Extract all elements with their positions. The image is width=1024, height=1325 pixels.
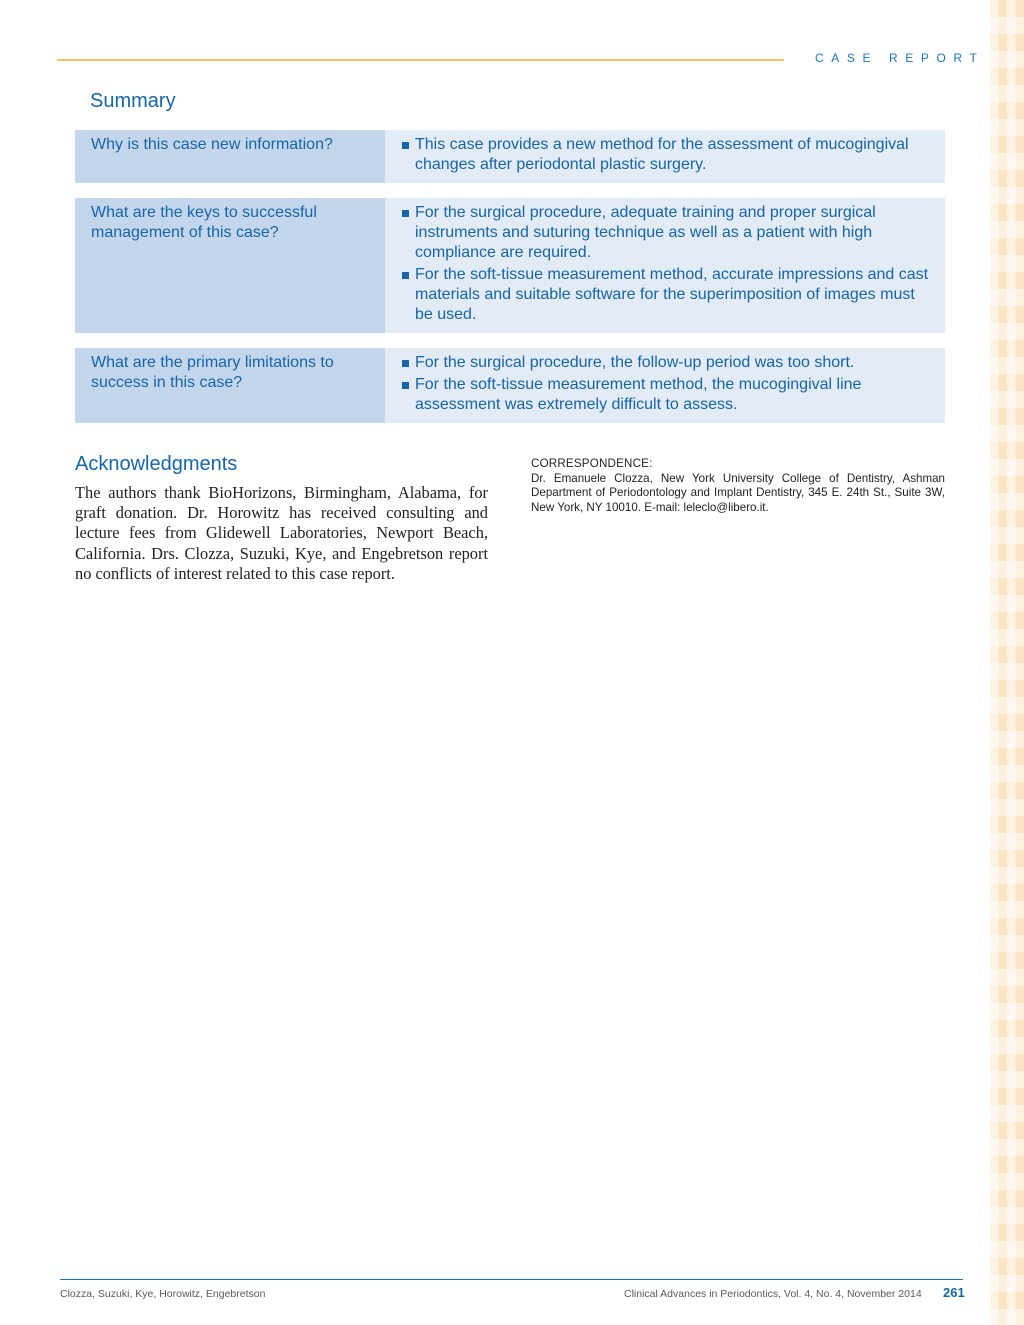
summary-question: What are the primary limitations to success in this case? xyxy=(75,348,385,423)
footer-rule xyxy=(60,1279,963,1280)
summary-answer xyxy=(385,198,945,333)
footer-authors: Clozza, Suzuki, Kye, Horowitz, Engebretson xyxy=(60,1288,266,1300)
summary-question: Why is this case new information? xyxy=(75,130,385,183)
acknowledgments-body: The authors thank BioHorizons, Birmingham, Alabama, for graft donation. Dr. Horowitz has received consulting and lecture fees from Glidewell Laboratories, Newport Beach, California. Drs. Clozza, Suzuki, Kye, and Engebretson report no conflicts of interest related to this case report. xyxy=(75,483,488,583)
summary-title: Summary xyxy=(90,90,176,112)
summary-answer-item: This case provides a new method for the assessment of mucogingival changes after periodontal plastic surgery. xyxy=(401,135,929,175)
section-label: CASE REPORT xyxy=(815,51,985,65)
summary-answer-item: For the soft-tissue measurement method, the mucogingival line assessment was extremely difficult to assess. xyxy=(401,375,929,415)
summary-question: What are the keys to successful management of this case? xyxy=(75,198,385,333)
summary-table xyxy=(75,130,945,438)
summary-answer xyxy=(385,130,945,183)
summary-row xyxy=(75,348,945,423)
footer-journal: Clinical Advances in Periodontics, Vol. 4, No. 4, November 2014 xyxy=(624,1288,922,1300)
correspondence-heading: CORRESPONDENCE: xyxy=(531,457,653,470)
summary-row xyxy=(75,198,945,333)
header-rule xyxy=(57,59,784,61)
correspondence-text: Dr. Emanuele Clozza, New York University College of Dentistry, Ashman Department of Periodontology and Implant Dentistry, 345 E. 24th St., Suite 3W, New York, NY 10010. E-mail: leleclo@libero.it. xyxy=(531,471,945,514)
summary-answer-item: For the soft-tissue measurement method, accurate impressions and cast materials and suitable software for the superimposition of images must be used. xyxy=(401,265,929,325)
page-number: 261 xyxy=(943,1285,965,1300)
acknowledgments-title: Acknowledgments xyxy=(75,453,238,475)
summary-row xyxy=(75,130,945,183)
summary-answer-item: For the surgical procedure, adequate training and proper surgical instruments and suturing technique as well as a patient with high compliance are required. xyxy=(401,203,929,263)
decorative-side-strip xyxy=(990,0,1024,1325)
correspondence-block xyxy=(531,457,945,515)
summary-answer xyxy=(385,348,945,423)
summary-answer-item: For the surgical procedure, the follow-up period was too short. xyxy=(401,353,929,373)
